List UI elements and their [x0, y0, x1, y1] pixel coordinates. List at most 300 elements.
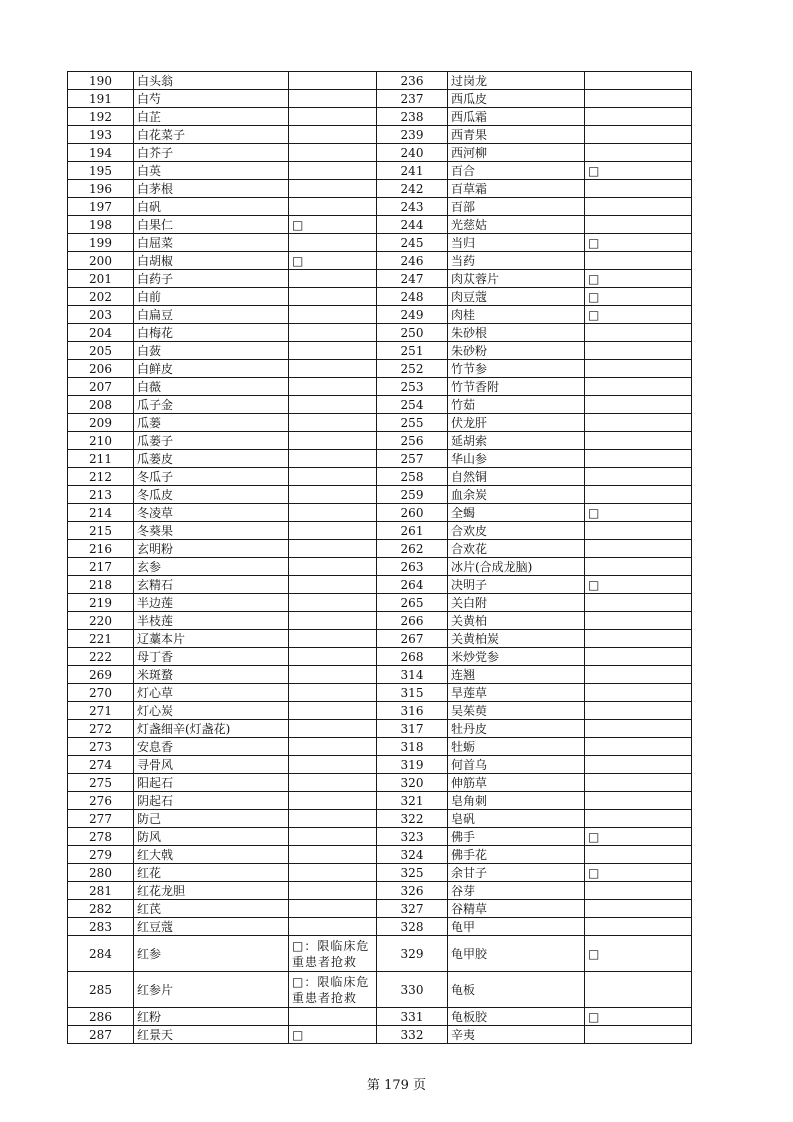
right-herb-name: 何首乌 [448, 756, 585, 774]
left-restriction-note [289, 540, 377, 558]
right-herb-name: 牡蛎 [448, 738, 585, 756]
right-restriction-note: □ [585, 864, 692, 882]
left-item-number: 273 [68, 738, 134, 756]
right-item-number: 265 [377, 594, 448, 612]
left-item-number: 275 [68, 774, 134, 792]
right-item-number: 236 [377, 72, 448, 90]
left-item-number: 197 [68, 198, 134, 216]
right-herb-name: 关黄柏炭 [448, 630, 585, 648]
left-restriction-note [289, 360, 377, 378]
left-item-number: 190 [68, 72, 134, 90]
table-row [68, 360, 692, 378]
right-item-number: 315 [377, 684, 448, 702]
left-restriction-note [289, 144, 377, 162]
table-row [68, 810, 692, 828]
right-item-number: 328 [377, 918, 448, 936]
right-herb-name: 合欢花 [448, 540, 585, 558]
table-row [68, 720, 692, 738]
left-herb-name: 防己 [134, 810, 289, 828]
table-row [68, 342, 692, 360]
left-item-number: 191 [68, 90, 134, 108]
left-herb-name: 白鲜皮 [134, 360, 289, 378]
left-herb-name: 白芷 [134, 108, 289, 126]
table-row [68, 216, 692, 234]
right-restriction-note [585, 180, 692, 198]
right-item-number: 320 [377, 774, 448, 792]
right-herb-name: 光慈姑 [448, 216, 585, 234]
right-restriction-note [585, 774, 692, 792]
left-herb-name: 白芥子 [134, 144, 289, 162]
right-restriction-note [585, 882, 692, 900]
right-item-number: 249 [377, 306, 448, 324]
left-item-number: 272 [68, 720, 134, 738]
right-herb-name: 冰片(合成龙脑) [448, 558, 585, 576]
left-item-number: 193 [68, 126, 134, 144]
table-row [68, 306, 692, 324]
right-restriction-note [585, 684, 692, 702]
left-herb-name: 瓜蒌 [134, 414, 289, 432]
right-restriction-note [585, 450, 692, 468]
table-row [68, 648, 692, 666]
page-number: 179 [384, 1078, 409, 1093]
right-item-number: 266 [377, 612, 448, 630]
table-row [68, 486, 692, 504]
left-restriction-note: □ [289, 252, 377, 270]
right-herb-name: 连翘 [448, 666, 585, 684]
right-herb-name: 竹节参 [448, 360, 585, 378]
left-herb-name: 灯心草 [134, 684, 289, 702]
table-row [68, 396, 692, 414]
right-restriction-note [585, 216, 692, 234]
right-herb-name: 皂角刺 [448, 792, 585, 810]
left-restriction-note [289, 288, 377, 306]
right-herb-name: 皂矾 [448, 810, 585, 828]
right-item-number: 263 [377, 558, 448, 576]
left-item-number: 207 [68, 378, 134, 396]
left-herb-name: 红参片 [134, 972, 289, 1008]
left-herb-name: 红花 [134, 864, 289, 882]
left-item-number: 206 [68, 360, 134, 378]
left-item-number: 278 [68, 828, 134, 846]
page-number-suffix: 页 [413, 1078, 427, 1093]
right-item-number: 331 [377, 1008, 448, 1026]
right-item-number: 324 [377, 846, 448, 864]
right-herb-name: 佛手花 [448, 846, 585, 864]
right-item-number: 250 [377, 324, 448, 342]
left-restriction-note: □：限临床危重患者抢救 [289, 936, 377, 972]
right-restriction-note: □ [585, 936, 692, 972]
left-restriction-note [289, 864, 377, 882]
table-row [68, 234, 692, 252]
right-herb-name: 西青果 [448, 126, 585, 144]
right-herb-name: 牡丹皮 [448, 720, 585, 738]
left-herb-name: 防风 [134, 828, 289, 846]
left-restriction-note [289, 486, 377, 504]
right-herb-name: 关黄柏 [448, 612, 585, 630]
right-herb-name: 伏龙肝 [448, 414, 585, 432]
right-item-number: 268 [377, 648, 448, 666]
left-item-number: 281 [68, 882, 134, 900]
table-row [68, 162, 692, 180]
left-restriction-note [289, 576, 377, 594]
table-row [68, 126, 692, 144]
left-item-number: 202 [68, 288, 134, 306]
right-item-number: 248 [377, 288, 448, 306]
right-restriction-note: □ [585, 828, 692, 846]
left-herb-name: 冬瓜皮 [134, 486, 289, 504]
left-item-number: 277 [68, 810, 134, 828]
right-restriction-note [585, 810, 692, 828]
right-herb-name: 辛夷 [448, 1026, 585, 1044]
left-herb-name: 红粉 [134, 1008, 289, 1026]
right-item-number: 252 [377, 360, 448, 378]
right-herb-name: 谷精草 [448, 900, 585, 918]
left-restriction-note [289, 126, 377, 144]
left-restriction-note [289, 90, 377, 108]
left-restriction-note [289, 558, 377, 576]
right-herb-name: 血余炭 [448, 486, 585, 504]
right-item-number: 258 [377, 468, 448, 486]
left-herb-name: 白扁豆 [134, 306, 289, 324]
right-herb-name: 关白附 [448, 594, 585, 612]
left-restriction-note [289, 612, 377, 630]
table-row [68, 576, 692, 594]
right-restriction-note [585, 756, 692, 774]
table-row [68, 324, 692, 342]
right-herb-name: 延胡索 [448, 432, 585, 450]
table-row [68, 198, 692, 216]
right-item-number: 246 [377, 252, 448, 270]
right-item-number: 317 [377, 720, 448, 738]
left-restriction-note [289, 504, 377, 522]
left-item-number: 211 [68, 450, 134, 468]
right-restriction-note [585, 90, 692, 108]
left-restriction-note [289, 684, 377, 702]
table-row [68, 900, 692, 918]
left-restriction-note [289, 378, 377, 396]
right-restriction-note: □ [585, 270, 692, 288]
right-herb-name: 当归 [448, 234, 585, 252]
right-item-number: 255 [377, 414, 448, 432]
left-item-number: 214 [68, 504, 134, 522]
left-restriction-note [289, 666, 377, 684]
left-item-number: 286 [68, 1008, 134, 1026]
left-herb-name: 白英 [134, 162, 289, 180]
left-herb-name: 瓜子金 [134, 396, 289, 414]
left-restriction-note [289, 882, 377, 900]
right-item-number: 238 [377, 108, 448, 126]
table-row [68, 504, 692, 522]
right-item-number: 256 [377, 432, 448, 450]
left-item-number: 210 [68, 432, 134, 450]
right-item-number: 239 [377, 126, 448, 144]
left-restriction-note [289, 648, 377, 666]
right-restriction-note [585, 648, 692, 666]
right-restriction-note [585, 378, 692, 396]
table-row [68, 828, 692, 846]
right-item-number: 247 [377, 270, 448, 288]
left-restriction-note [289, 720, 377, 738]
left-herb-name: 红大戟 [134, 846, 289, 864]
table-row [68, 522, 692, 540]
left-restriction-note [289, 522, 377, 540]
right-restriction-note: □ [585, 576, 692, 594]
right-herb-name: 肉豆蔻 [448, 288, 585, 306]
right-herb-name: 华山参 [448, 450, 585, 468]
right-herb-name: 全蝎 [448, 504, 585, 522]
table-row [68, 702, 692, 720]
left-restriction-note: □ [289, 216, 377, 234]
right-restriction-note [585, 900, 692, 918]
left-item-number: 194 [68, 144, 134, 162]
right-restriction-note [585, 720, 692, 738]
table-row [68, 684, 692, 702]
table-row [68, 108, 692, 126]
right-item-number: 237 [377, 90, 448, 108]
left-item-number: 218 [68, 576, 134, 594]
right-restriction-note [585, 630, 692, 648]
right-restriction-note [585, 612, 692, 630]
right-item-number: 322 [377, 810, 448, 828]
left-item-number: 274 [68, 756, 134, 774]
left-item-number: 196 [68, 180, 134, 198]
left-restriction-note: □ [289, 1026, 377, 1044]
right-item-number: 245 [377, 234, 448, 252]
right-restriction-note [585, 414, 692, 432]
left-herb-name: 红芪 [134, 900, 289, 918]
left-restriction-note [289, 828, 377, 846]
page-number-prefix: 第 [366, 1078, 380, 1093]
right-herb-name: 龟板 [448, 972, 585, 1008]
left-restriction-note [289, 594, 377, 612]
left-herb-name: 瓜蒌皮 [134, 450, 289, 468]
right-herb-name: 竹茹 [448, 396, 585, 414]
right-herb-name: 龟甲 [448, 918, 585, 936]
left-herb-name: 寻骨风 [134, 756, 289, 774]
right-herb-name: 决明子 [448, 576, 585, 594]
right-restriction-note [585, 198, 692, 216]
left-item-number: 280 [68, 864, 134, 882]
left-item-number: 203 [68, 306, 134, 324]
right-item-number: 243 [377, 198, 448, 216]
left-item-number: 209 [68, 414, 134, 432]
right-herb-name: 佛手 [448, 828, 585, 846]
left-item-number: 221 [68, 630, 134, 648]
right-item-number: 241 [377, 162, 448, 180]
left-restriction-note [289, 1008, 377, 1026]
table-row [68, 846, 692, 864]
right-herb-name: 龟甲胶 [448, 936, 585, 972]
right-herb-name: 吴茱萸 [448, 702, 585, 720]
table-body [68, 72, 692, 1044]
left-herb-name: 灯盏细辛(灯盏花) [134, 720, 289, 738]
left-restriction-note [289, 72, 377, 90]
left-item-number: 199 [68, 234, 134, 252]
right-item-number: 240 [377, 144, 448, 162]
left-item-number: 220 [68, 612, 134, 630]
right-restriction-note [585, 144, 692, 162]
table-row [68, 558, 692, 576]
left-restriction-note [289, 342, 377, 360]
right-restriction-note [585, 702, 692, 720]
left-restriction-note [289, 270, 377, 288]
left-restriction-note [289, 180, 377, 198]
table-row [68, 756, 692, 774]
right-item-number: 262 [377, 540, 448, 558]
right-restriction-note [585, 792, 692, 810]
right-restriction-note [585, 846, 692, 864]
table-row [68, 450, 692, 468]
right-herb-name: 肉苁蓉片 [448, 270, 585, 288]
right-item-number: 318 [377, 738, 448, 756]
right-herb-name: 西瓜皮 [448, 90, 585, 108]
left-item-number: 195 [68, 162, 134, 180]
right-item-number: 327 [377, 900, 448, 918]
right-item-number: 251 [377, 342, 448, 360]
table-row [68, 378, 692, 396]
left-item-number: 271 [68, 702, 134, 720]
left-herb-name: 白头翁 [134, 72, 289, 90]
left-item-number: 222 [68, 648, 134, 666]
right-herb-name: 余甘子 [448, 864, 585, 882]
left-restriction-note [289, 846, 377, 864]
left-herb-name: 白矾 [134, 198, 289, 216]
right-restriction-note [585, 396, 692, 414]
right-herb-name: 西河柳 [448, 144, 585, 162]
right-restriction-note [585, 666, 692, 684]
right-restriction-note: □ [585, 234, 692, 252]
left-herb-name: 红花龙胆 [134, 882, 289, 900]
left-item-number: 204 [68, 324, 134, 342]
left-item-number: 216 [68, 540, 134, 558]
left-restriction-note [289, 198, 377, 216]
left-herb-name: 红豆蔻 [134, 918, 289, 936]
table-row [68, 918, 692, 936]
table-row [68, 936, 692, 972]
right-restriction-note [585, 252, 692, 270]
left-herb-name: 阳起石 [134, 774, 289, 792]
right-herb-name: 朱砂粉 [448, 342, 585, 360]
left-herb-name: 辽藁本片 [134, 630, 289, 648]
left-restriction-note [289, 468, 377, 486]
left-herb-name: 白茅根 [134, 180, 289, 198]
left-herb-name: 冬葵果 [134, 522, 289, 540]
right-restriction-note [585, 738, 692, 756]
left-item-number: 276 [68, 792, 134, 810]
left-restriction-note [289, 900, 377, 918]
left-restriction-note [289, 738, 377, 756]
herb-list-table [67, 71, 692, 1044]
right-item-number: 264 [377, 576, 448, 594]
table-row [68, 90, 692, 108]
right-item-number: 244 [377, 216, 448, 234]
right-restriction-note [585, 342, 692, 360]
left-herb-name: 白胡椒 [134, 252, 289, 270]
table-row [68, 612, 692, 630]
right-restriction-note: □ [585, 288, 692, 306]
left-restriction-note: □：限临床危重患者抢救 [289, 972, 377, 1008]
right-restriction-note [585, 1026, 692, 1044]
right-item-number: 314 [377, 666, 448, 684]
table-row [68, 468, 692, 486]
right-herb-name: 合欢皮 [448, 522, 585, 540]
right-restriction-note [585, 72, 692, 90]
left-herb-name: 母丁香 [134, 648, 289, 666]
left-item-number: 208 [68, 396, 134, 414]
left-restriction-note [289, 810, 377, 828]
left-item-number: 215 [68, 522, 134, 540]
table-row [68, 414, 692, 432]
left-restriction-note [289, 108, 377, 126]
right-item-number: 326 [377, 882, 448, 900]
right-restriction-note: □ [585, 306, 692, 324]
right-herb-name: 自然铜 [448, 468, 585, 486]
right-item-number: 316 [377, 702, 448, 720]
right-herb-name: 过岗龙 [448, 72, 585, 90]
right-item-number: 260 [377, 504, 448, 522]
left-herb-name: 白花菜子 [134, 126, 289, 144]
right-herb-name: 西瓜霜 [448, 108, 585, 126]
table-row [68, 594, 692, 612]
left-restriction-note [289, 450, 377, 468]
table-row [68, 270, 692, 288]
table-row [68, 540, 692, 558]
left-restriction-note [289, 702, 377, 720]
right-herb-name: 百草霜 [448, 180, 585, 198]
left-herb-name: 灯心炭 [134, 702, 289, 720]
right-restriction-note [585, 324, 692, 342]
right-item-number: 325 [377, 864, 448, 882]
left-item-number: 283 [68, 918, 134, 936]
right-herb-name: 旱莲草 [448, 684, 585, 702]
right-restriction-note [585, 972, 692, 1008]
table-row [68, 1008, 692, 1026]
left-herb-name: 半枝莲 [134, 612, 289, 630]
right-restriction-note [585, 126, 692, 144]
left-restriction-note [289, 234, 377, 252]
left-item-number: 284 [68, 936, 134, 972]
right-herb-name: 竹节香附 [448, 378, 585, 396]
right-item-number: 253 [377, 378, 448, 396]
right-item-number: 319 [377, 756, 448, 774]
table-row [68, 288, 692, 306]
table-row [68, 882, 692, 900]
left-item-number: 213 [68, 486, 134, 504]
left-herb-name: 白药子 [134, 270, 289, 288]
right-herb-name: 肉桂 [448, 306, 585, 324]
left-restriction-note [289, 792, 377, 810]
left-item-number: 287 [68, 1026, 134, 1044]
left-restriction-note [289, 756, 377, 774]
left-herb-name: 白果仁 [134, 216, 289, 234]
right-herb-name: 百合 [448, 162, 585, 180]
left-restriction-note [289, 162, 377, 180]
right-item-number: 267 [377, 630, 448, 648]
right-restriction-note [585, 594, 692, 612]
left-herb-name: 玄明粉 [134, 540, 289, 558]
table-row [68, 144, 692, 162]
table-row [68, 1026, 692, 1044]
table-row [68, 792, 692, 810]
right-restriction-note [585, 486, 692, 504]
left-item-number: 285 [68, 972, 134, 1008]
right-item-number: 254 [377, 396, 448, 414]
right-item-number: 242 [377, 180, 448, 198]
right-restriction-note: □ [585, 162, 692, 180]
left-herb-name: 阴起石 [134, 792, 289, 810]
right-restriction-note: □ [585, 504, 692, 522]
left-herb-name: 白薇 [134, 378, 289, 396]
